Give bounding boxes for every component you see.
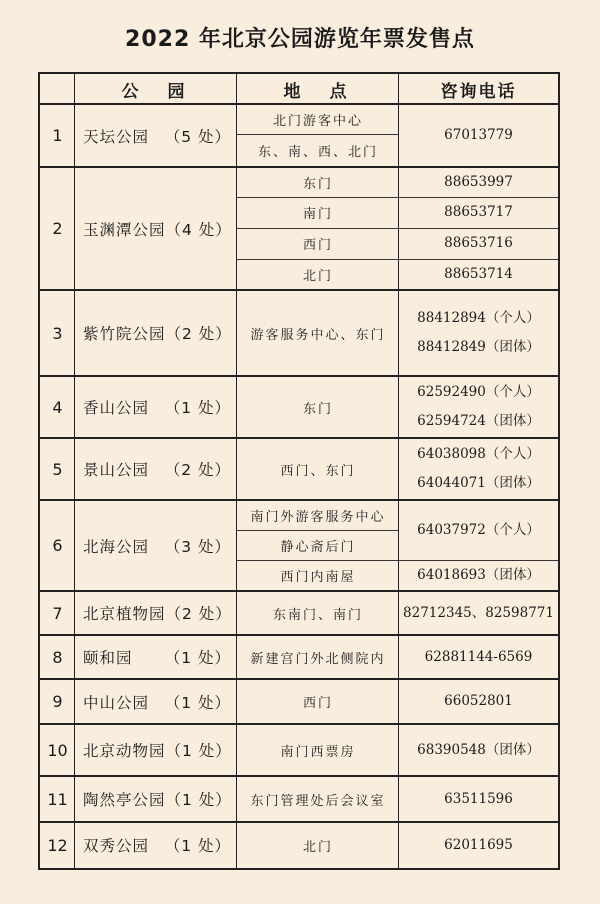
- location-cell: 北门游客中心: [272, 113, 363, 129]
- phone-cell: [399, 591, 558, 635]
- park-name: 陶然亭公园: [83, 791, 166, 809]
- sub-divider: [237, 197, 399, 198]
- phone-number: 67013779: [444, 127, 513, 143]
- phone-number: 88412894（个人）: [417, 310, 540, 326]
- row-number: 12: [47, 835, 68, 855]
- phone-cell: [399, 679, 558, 724]
- phone-number: 82712345、82598771: [403, 604, 554, 621]
- location-cell: 东、南、西、北门: [257, 145, 378, 160]
- phone-number: 66052801: [444, 693, 513, 709]
- phone-cell: [399, 560, 558, 591]
- park-name: 北海公园: [83, 537, 150, 556]
- park-name: 香山公园: [83, 399, 150, 417]
- park-name: 紫竹院公园: [83, 325, 166, 343]
- park-cell: [75, 500, 237, 591]
- sub-divider: [399, 228, 558, 229]
- park-cell: [75, 290, 237, 376]
- phone-cell: [399, 724, 558, 776]
- phone-cell: [399, 376, 558, 438]
- phone-number: 68390548（团体）: [417, 741, 540, 758]
- phone-cell: [399, 197, 558, 228]
- phone-number: 64037972（个人）: [417, 521, 540, 538]
- outlet-count: （2 处）: [165, 605, 232, 623]
- row-number: 11: [47, 789, 68, 809]
- outlet-count: （1 处）: [165, 742, 232, 760]
- park-cell: [75, 167, 237, 290]
- phone-number: 88412849（团体）: [417, 339, 540, 355]
- row-number: 2: [52, 219, 63, 238]
- phone-number: 64044071（团体）: [417, 475, 540, 491]
- phone-cell: [399, 228, 558, 259]
- phone-number: 64038098（个人）: [417, 446, 540, 462]
- phone-number: 62592490（个人）: [417, 384, 540, 400]
- phone-number: 63511596: [444, 790, 513, 807]
- sub-divider: [237, 530, 399, 531]
- park-name: 天坛公园: [83, 127, 150, 146]
- location-cell: 南门外游客服务中心: [250, 509, 386, 525]
- location-cell: 新建宫门外北侧院内: [250, 651, 386, 667]
- phone-cell: [399, 290, 558, 376]
- location-cell: 西门、东门: [280, 463, 356, 479]
- outlet-count: （4 处）: [165, 220, 232, 239]
- row-number: 9: [52, 692, 63, 711]
- phone-number: 64018693（团体）: [417, 567, 540, 583]
- row-number: 10: [47, 740, 68, 760]
- column-divider: [236, 74, 237, 868]
- page-title: 2022 年北京公园游览年票发售点: [125, 27, 475, 52]
- park-name: 中山公园: [83, 693, 150, 712]
- location-cell: 西门内南屋: [280, 570, 356, 585]
- row-number: 8: [52, 647, 63, 667]
- location-cell: 东门管理处后会议室: [250, 793, 386, 809]
- phone-cell: [399, 438, 558, 500]
- park-name: 北京动物园: [83, 742, 166, 760]
- ticket-outlet-table: [38, 72, 560, 870]
- park-name: 双秀公园: [83, 837, 150, 855]
- phone-number: 88653717: [444, 204, 513, 220]
- location-cell: 北门: [302, 839, 333, 855]
- location-cell: 南门: [302, 207, 333, 222]
- park-name: 景山公园: [83, 461, 150, 479]
- header-phone: 咨询电话: [440, 81, 517, 102]
- header-num: [40, 74, 75, 104]
- outlet-count: （1 处）: [164, 837, 231, 855]
- park-cell: [75, 822, 237, 868]
- phone-number: 88653714: [444, 266, 513, 282]
- phone-cell: [399, 259, 558, 290]
- location-cell: 西门: [302, 238, 333, 253]
- park-cell: [75, 591, 237, 635]
- location-cell: 东南门、南门: [272, 607, 363, 623]
- phone-number: 62594724（团体）: [417, 413, 540, 429]
- row-number: 4: [52, 397, 63, 417]
- outlet-count: （3 处）: [164, 537, 231, 556]
- location-cell: 西门: [302, 696, 333, 711]
- outlet-count: （2 处）: [165, 325, 232, 343]
- location-cell: 静心斋后门: [280, 539, 356, 555]
- park-cell: [75, 438, 237, 500]
- sub-divider: [237, 134, 399, 135]
- park-cell: [75, 724, 237, 776]
- phone-number: 88653997: [444, 173, 513, 190]
- park-name: 颐和园: [83, 649, 133, 667]
- park-cell: [75, 376, 237, 438]
- outlet-count: （1 处）: [164, 693, 231, 712]
- column-divider: [74, 74, 75, 868]
- sub-divider: [399, 197, 558, 198]
- sub-divider: [399, 259, 558, 260]
- column-divider: [398, 74, 399, 868]
- row-number: 7: [52, 603, 63, 623]
- park-cell: [75, 104, 237, 167]
- phone-cell: [399, 167, 558, 197]
- location-cell: 北门: [302, 269, 333, 284]
- location-cell: 南门西票房: [280, 744, 356, 760]
- phone-cell: [399, 822, 558, 868]
- sub-divider: [237, 560, 399, 561]
- phone-number: 88653716: [444, 235, 513, 251]
- location-cell: 东门: [302, 401, 333, 417]
- park-cell: [75, 679, 237, 724]
- row-number: 6: [52, 536, 63, 555]
- park-cell: [75, 635, 237, 679]
- phone-number: 62011695: [444, 836, 513, 853]
- row-number: 5: [52, 459, 63, 479]
- location-cell: 游客服务中心、东门: [250, 327, 386, 343]
- header-location: 地 点: [283, 81, 353, 102]
- park-name: 北京植物园: [83, 605, 166, 623]
- outlet-count: （1 处）: [165, 791, 232, 809]
- phone-number: 62881144-6569: [424, 648, 533, 665]
- location-cell: 东门: [302, 176, 333, 192]
- header-park: 公 园: [121, 81, 191, 102]
- outlet-count: （2 处）: [164, 461, 231, 479]
- outlet-count: （5 处）: [164, 127, 231, 146]
- sub-divider: [237, 259, 399, 260]
- phone-cell: [399, 635, 558, 679]
- outlet-count: （1 处）: [164, 649, 231, 667]
- row-number: 3: [52, 323, 63, 343]
- park-name: 玉渊潭公园: [83, 220, 166, 239]
- row-number: 1: [52, 126, 63, 145]
- park-cell: [75, 776, 237, 822]
- outlet-count: （1 处）: [164, 399, 231, 417]
- phone-cell: [399, 500, 558, 560]
- phone-cell: [399, 104, 558, 167]
- sub-divider: [237, 228, 399, 229]
- phone-cell: [399, 776, 558, 822]
